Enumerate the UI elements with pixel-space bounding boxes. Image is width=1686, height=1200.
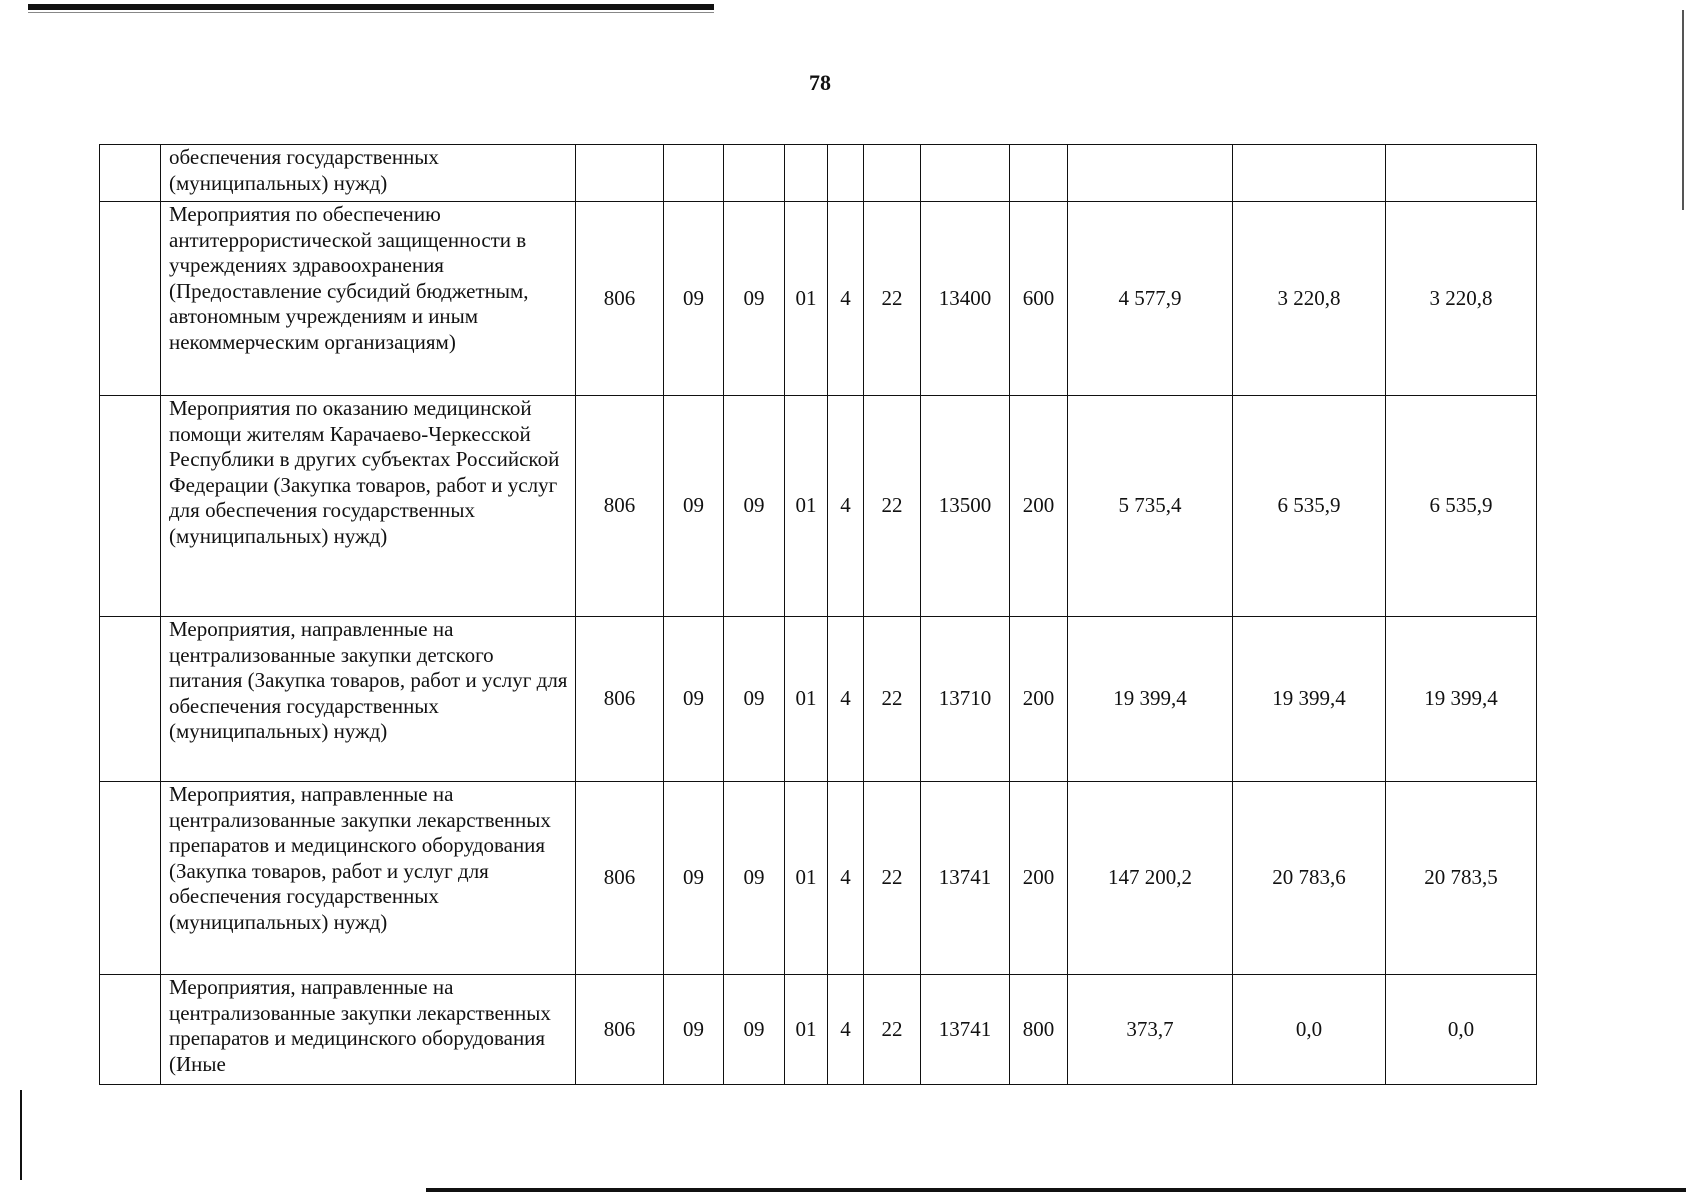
program-cell	[785, 145, 828, 202]
amount-year-2-cell: 20 783,6	[1233, 782, 1386, 975]
ved-cell: 806	[576, 782, 664, 975]
amount-year-3-cell: 19 399,4	[1386, 617, 1537, 782]
amount-year-2-cell: 19 399,4	[1233, 617, 1386, 782]
amount-year-3-cell	[1386, 145, 1537, 202]
section-cell: 09	[664, 617, 724, 782]
amount-year-1-cell: 147 200,2	[1068, 782, 1233, 975]
subsection-cell	[724, 145, 785, 202]
subprogram-cell: 22	[864, 782, 921, 975]
amount-year-3-cell: 3 220,8	[1386, 202, 1537, 396]
expense-type-cell: 200	[1010, 617, 1068, 782]
expense-type-cell: 600	[1010, 202, 1068, 396]
ved-cell: 806	[576, 617, 664, 782]
program-cell: 01	[785, 396, 828, 617]
scan-border-top-thin	[28, 12, 714, 13]
amount-year-1-cell: 5 735,4	[1068, 396, 1233, 617]
amount-year-2-cell	[1233, 145, 1386, 202]
expense-type-cell: 200	[1010, 782, 1068, 975]
subsection-cell: 09	[724, 202, 785, 396]
row-number-cell	[100, 617, 161, 782]
section-cell	[664, 145, 724, 202]
name-cell: обеспечения государственных (муниципальных) нужд)	[161, 145, 576, 202]
section-cell: 09	[664, 782, 724, 975]
budget-table	[99, 144, 1537, 1085]
ved-cell	[576, 145, 664, 202]
program-cell: 01	[785, 617, 828, 782]
program-type-cell	[828, 145, 864, 202]
name-cell: Мероприятия по оказанию медицинской помощи жителям Карачаево-Черкесской Республики в других субъектах Российской Федерации (Закупка товаров, работ и услуг для обеспечения государственных (муниципальных) нужд)	[161, 396, 576, 617]
subsection-cell: 09	[724, 396, 785, 617]
amount-year-1-cell: 4 577,9	[1068, 202, 1233, 396]
expense-type-cell: 200	[1010, 396, 1068, 617]
name-cell: Мероприятия, направленные на централизованные закупки детского питания (Закупка товаров, работ и услуг для обеспечения государственных (муниципальных) нужд)	[161, 617, 576, 782]
program-type-cell: 4	[828, 617, 864, 782]
row-number-cell	[100, 782, 161, 975]
expense-type-cell	[1010, 145, 1068, 202]
table-row	[100, 975, 1537, 1085]
amount-year-2-cell: 3 220,8	[1233, 202, 1386, 396]
direction-cell	[921, 145, 1010, 202]
amount-year-3-cell: 0,0	[1386, 975, 1537, 1085]
scan-border-top	[28, 4, 714, 10]
scan-border-right	[1682, 10, 1684, 210]
table-row	[100, 202, 1537, 396]
direction-cell: 13400	[921, 202, 1010, 396]
section-cell: 09	[664, 975, 724, 1085]
subprogram-cell: 22	[864, 975, 921, 1085]
amount-year-2-cell: 0,0	[1233, 975, 1386, 1085]
program-type-cell: 4	[828, 782, 864, 975]
direction-cell: 13710	[921, 617, 1010, 782]
section-cell: 09	[664, 396, 724, 617]
amount-year-1-cell: 19 399,4	[1068, 617, 1233, 782]
row-number-cell	[100, 202, 161, 396]
table-row	[100, 782, 1537, 975]
program-cell: 01	[785, 782, 828, 975]
ved-cell: 806	[576, 202, 664, 396]
page-number: 78	[809, 70, 831, 95]
ved-cell: 806	[576, 975, 664, 1085]
amount-year-3-cell: 6 535,9	[1386, 396, 1537, 617]
row-number-cell	[100, 145, 161, 202]
amount-year-3-cell: 20 783,5	[1386, 782, 1537, 975]
subprogram-cell: 22	[864, 617, 921, 782]
ved-cell: 806	[576, 396, 664, 617]
scan-border-bottom	[426, 1188, 1686, 1192]
table-row	[100, 396, 1537, 617]
name-cell: Мероприятия, направленные на централизованные закупки лекарственных препаратов и медицинского оборудования (Закупка товаров, работ и услуг для обеспечения государственных (муниципальных) нужд)	[161, 782, 576, 975]
subsection-cell: 09	[724, 782, 785, 975]
direction-cell: 13741	[921, 782, 1010, 975]
section-cell: 09	[664, 202, 724, 396]
subsection-cell: 09	[724, 617, 785, 782]
subprogram-cell: 22	[864, 396, 921, 617]
name-cell: Мероприятия по обеспечению антитеррористической защищенности в учреждениях здравоохранения (Предоставление субсидий бюджетным, автономным учреждениям и иным некоммерческим организациям)	[161, 202, 576, 396]
table-row	[100, 145, 1537, 202]
amount-year-1-cell: 373,7	[1068, 975, 1233, 1085]
scan-border-left	[20, 1090, 22, 1180]
table-row	[100, 617, 1537, 782]
program-type-cell: 4	[828, 975, 864, 1085]
program-type-cell: 4	[828, 396, 864, 617]
subprogram-cell	[864, 145, 921, 202]
direction-cell: 13500	[921, 396, 1010, 617]
name-cell: Мероприятия, направленные на централизованные закупки лекарственных препаратов и медицинского оборудования (Иные	[161, 975, 576, 1085]
amount-year-2-cell: 6 535,9	[1233, 396, 1386, 617]
row-number-cell	[100, 396, 161, 617]
subprogram-cell: 22	[864, 202, 921, 396]
row-number-cell	[100, 975, 161, 1085]
program-cell: 01	[785, 975, 828, 1085]
subsection-cell: 09	[724, 975, 785, 1085]
direction-cell: 13741	[921, 975, 1010, 1085]
expense-type-cell: 800	[1010, 975, 1068, 1085]
program-type-cell: 4	[828, 202, 864, 396]
amount-year-1-cell	[1068, 145, 1233, 202]
program-cell: 01	[785, 202, 828, 396]
